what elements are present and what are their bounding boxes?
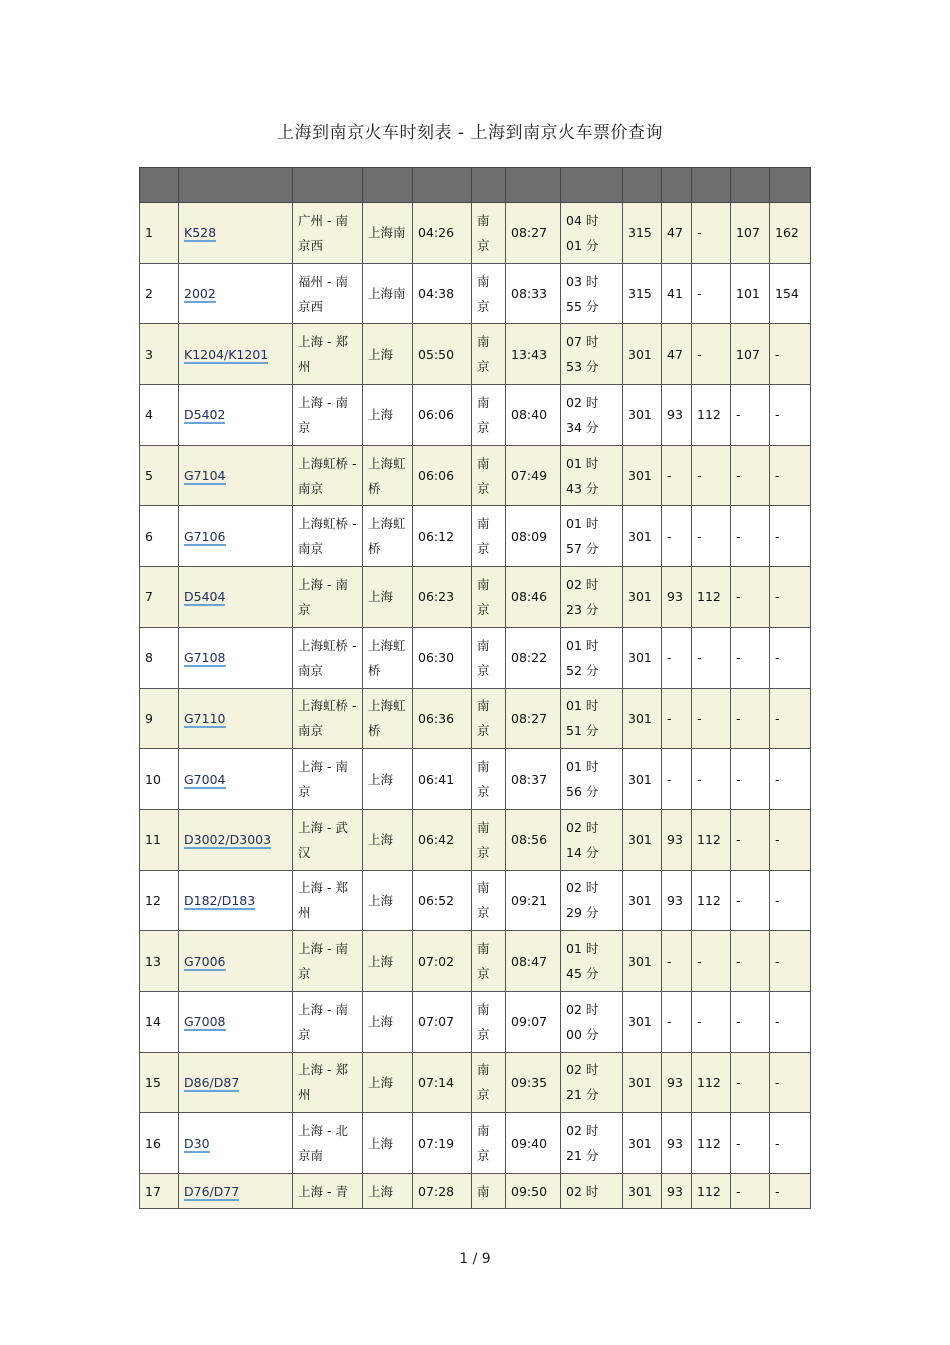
route: 上海 - 南京 [293, 385, 363, 446]
price-2: - [662, 931, 692, 992]
table-row [140, 445, 811, 506]
route: 上海 - 南京 [293, 931, 363, 992]
column-header [623, 168, 662, 203]
departure-time: 06:52 [413, 870, 472, 931]
departure-time: 06:42 [413, 809, 472, 870]
price-2: 41 [662, 263, 692, 324]
boarding-station: 上海 [363, 1113, 413, 1174]
arrival-time: 08:37 [506, 749, 561, 810]
price-5: - [770, 749, 811, 810]
boarding-station: 上海 [363, 931, 413, 992]
duration: 01 时 52 分 [561, 627, 623, 688]
price-4: - [731, 870, 770, 931]
price-4: - [731, 1113, 770, 1174]
price-4: - [731, 688, 770, 749]
arrival-station: 南京 [472, 931, 506, 992]
route: 上海 - 郑州 [293, 324, 363, 385]
row-number: 5 [140, 445, 179, 506]
row-number: 7 [140, 567, 179, 628]
price-4: - [731, 931, 770, 992]
route: 上海 - 南京 [293, 749, 363, 810]
train-code-link [179, 324, 293, 385]
column-header [179, 168, 293, 203]
boarding-station: 上海虹桥 [363, 445, 413, 506]
table-row [140, 506, 811, 567]
price-4: - [731, 1052, 770, 1113]
price-5: 154 [770, 263, 811, 324]
price-3: - [692, 991, 731, 1052]
price-3: 112 [692, 1113, 731, 1174]
arrival-station: 南京 [472, 627, 506, 688]
price-4: - [731, 385, 770, 446]
price-1: 301 [623, 627, 662, 688]
price-5: - [770, 870, 811, 931]
column-header [506, 168, 561, 203]
duration: 02 时 29 分 [561, 870, 623, 931]
table-body [140, 203, 811, 1209]
arrival-station: 南京 [472, 385, 506, 446]
train-code-link [179, 567, 293, 628]
price-4: - [731, 627, 770, 688]
price-3: - [692, 688, 731, 749]
row-number: 17 [140, 1174, 179, 1209]
duration: 01 时 43 分 [561, 445, 623, 506]
row-number: 6 [140, 506, 179, 567]
train-code-link [179, 1052, 293, 1113]
arrival-station: 南京 [472, 1113, 506, 1174]
column-header [692, 168, 731, 203]
row-number: 1 [140, 203, 179, 264]
arrival-time: 08:47 [506, 931, 561, 992]
price-1: 301 [623, 809, 662, 870]
price-3: - [692, 203, 731, 264]
column-header [293, 168, 363, 203]
table-row [140, 688, 811, 749]
column-header [662, 168, 692, 203]
price-2: 93 [662, 809, 692, 870]
arrival-time: 07:49 [506, 445, 561, 506]
arrival-time: 09:35 [506, 1052, 561, 1113]
train-code-link [179, 1174, 293, 1209]
table-row [140, 203, 811, 264]
row-number: 12 [140, 870, 179, 931]
price-2: - [662, 749, 692, 810]
boarding-station: 上海 [363, 809, 413, 870]
arrival-station: 南京 [472, 870, 506, 931]
price-1: 315 [623, 263, 662, 324]
price-5: - [770, 627, 811, 688]
price-4: - [731, 991, 770, 1052]
train-code-link [179, 931, 293, 992]
route: 上海虹桥 - 南京 [293, 688, 363, 749]
price-3: 112 [692, 809, 731, 870]
route: 上海虹桥 - 南京 [293, 506, 363, 567]
arrival-time: 08:22 [506, 627, 561, 688]
price-4: - [731, 809, 770, 870]
price-3: - [692, 749, 731, 810]
price-1: 301 [623, 385, 662, 446]
price-3: 112 [692, 1174, 731, 1209]
arrival-time: 08:40 [506, 385, 561, 446]
train-code-link[interactable]: G7006 [184, 953, 226, 969]
route: 广州 - 南京西 [293, 203, 363, 264]
table-row [140, 324, 811, 385]
price-2: 93 [662, 1174, 692, 1209]
row-number: 2 [140, 263, 179, 324]
route: 上海虹桥 - 南京 [293, 627, 363, 688]
table-header-row [140, 168, 811, 203]
price-2: 47 [662, 203, 692, 264]
column-header [770, 168, 811, 203]
row-number: 15 [140, 1052, 179, 1113]
departure-time: 05:50 [413, 324, 472, 385]
boarding-station: 上海 [363, 991, 413, 1052]
price-5: - [770, 1052, 811, 1113]
price-3: - [692, 263, 731, 324]
price-5: - [770, 324, 811, 385]
departure-time: 06:06 [413, 445, 472, 506]
train-code-link[interactable]: K528 [184, 225, 217, 241]
route: 上海 - 南京 [293, 567, 363, 628]
arrival-time: 08:46 [506, 567, 561, 628]
train-code-link[interactable]: G7004 [184, 771, 226, 787]
table-row [140, 567, 811, 628]
arrival-station: 南京 [472, 263, 506, 324]
route: 上海虹桥 - 南京 [293, 445, 363, 506]
column-header [413, 168, 472, 203]
arrival-time: 13:43 [506, 324, 561, 385]
price-3: 112 [692, 567, 731, 628]
price-4: 107 [731, 203, 770, 264]
price-2: 93 [662, 870, 692, 931]
table-row [140, 931, 811, 992]
route: 上海 - 郑州 [293, 1052, 363, 1113]
departure-time: 07:19 [413, 1113, 472, 1174]
price-4: 101 [731, 263, 770, 324]
departure-time: 06:36 [413, 688, 472, 749]
column-header [363, 168, 413, 203]
price-3: 112 [692, 1052, 731, 1113]
table-row [140, 1174, 811, 1209]
price-1: 301 [623, 324, 662, 385]
train-code-link[interactable]: K1204/K1201 [184, 346, 269, 362]
arrival-time: 09:40 [506, 1113, 561, 1174]
column-header [561, 168, 623, 203]
departure-time: 06:30 [413, 627, 472, 688]
row-number: 10 [140, 749, 179, 810]
price-2: - [662, 991, 692, 1052]
train-code-link[interactable]: D3002/D3003 [184, 832, 272, 848]
boarding-station: 上海南 [363, 263, 413, 324]
table-row [140, 385, 811, 446]
arrival-station: 南京 [472, 324, 506, 385]
duration: 02 时 00 分 [561, 991, 623, 1052]
price-1: 301 [623, 1174, 662, 1209]
price-4: - [731, 567, 770, 628]
price-1: 301 [623, 1052, 662, 1113]
arrival-station: 南 [472, 1174, 506, 1209]
train-code-link[interactable]: 2002 [184, 286, 216, 302]
boarding-station: 上海 [363, 324, 413, 385]
duration: 02 时 [561, 1174, 623, 1209]
row-number: 4 [140, 385, 179, 446]
train-code-link [179, 445, 293, 506]
price-1: 315 [623, 203, 662, 264]
duration: 01 时 45 分 [561, 931, 623, 992]
row-number: 3 [140, 324, 179, 385]
price-3: 112 [692, 385, 731, 446]
arrival-time: 09:50 [506, 1174, 561, 1209]
price-4: 107 [731, 324, 770, 385]
train-code-link[interactable]: G7106 [184, 528, 226, 544]
train-code-link[interactable]: D182/D183 [184, 892, 256, 908]
price-5: - [770, 991, 811, 1052]
row-number: 13 [140, 931, 179, 992]
price-4: - [731, 1174, 770, 1209]
train-code-link [179, 749, 293, 810]
train-code-link [179, 1113, 293, 1174]
table-row [140, 627, 811, 688]
row-number: 8 [140, 627, 179, 688]
price-5: - [770, 1174, 811, 1209]
arrival-station: 南京 [472, 749, 506, 810]
arrival-time: 08:27 [506, 688, 561, 749]
route: 福州 - 南京西 [293, 263, 363, 324]
route: 上海 - 郑州 [293, 870, 363, 931]
column-header [731, 168, 770, 203]
price-4: - [731, 506, 770, 567]
boarding-station: 上海 [363, 385, 413, 446]
column-header [472, 168, 506, 203]
train-code-link [179, 203, 293, 264]
departure-time: 06:06 [413, 385, 472, 446]
duration: 02 时 21 分 [561, 1113, 623, 1174]
price-3: - [692, 445, 731, 506]
price-1: 301 [623, 688, 662, 749]
price-4: - [731, 445, 770, 506]
departure-time: 07:14 [413, 1052, 472, 1113]
arrival-time: 09:07 [506, 991, 561, 1052]
arrival-time: 08:09 [506, 506, 561, 567]
train-code-link[interactable]: D86/D87 [184, 1074, 240, 1090]
price-2: 93 [662, 1052, 692, 1113]
price-2: 47 [662, 324, 692, 385]
boarding-station: 上海南 [363, 203, 413, 264]
boarding-station: 上海 [363, 1052, 413, 1113]
price-5: 162 [770, 203, 811, 264]
price-2: - [662, 688, 692, 749]
boarding-station: 上海虹桥 [363, 506, 413, 567]
price-2: 93 [662, 385, 692, 446]
arrival-time: 08:33 [506, 263, 561, 324]
train-code-link [179, 870, 293, 931]
train-code-link[interactable]: D76/D77 [184, 1183, 240, 1199]
row-number: 16 [140, 1113, 179, 1174]
price-5: - [770, 567, 811, 628]
arrival-station: 南京 [472, 445, 506, 506]
boarding-station: 上海 [363, 567, 413, 628]
departure-time: 06:23 [413, 567, 472, 628]
table-row [140, 749, 811, 810]
table-row [140, 870, 811, 931]
arrival-station: 南京 [472, 688, 506, 749]
price-2: - [662, 445, 692, 506]
train-code-link [179, 263, 293, 324]
duration: 02 时 23 分 [561, 567, 623, 628]
price-5: - [770, 809, 811, 870]
duration: 02 时 21 分 [561, 1052, 623, 1113]
route: 上海 - 青 [293, 1174, 363, 1209]
table-row [140, 263, 811, 324]
departure-time: 07:02 [413, 931, 472, 992]
price-5: - [770, 506, 811, 567]
table-row [140, 991, 811, 1052]
boarding-station: 上海 [363, 870, 413, 931]
route: 上海 - 北京南 [293, 1113, 363, 1174]
price-1: 301 [623, 567, 662, 628]
departure-time: 06:41 [413, 749, 472, 810]
duration: 01 时 57 分 [561, 506, 623, 567]
price-1: 301 [623, 991, 662, 1052]
price-1: 301 [623, 1113, 662, 1174]
price-5: - [770, 688, 811, 749]
boarding-station: 上海 [363, 749, 413, 810]
price-4: - [731, 749, 770, 810]
train-code-link[interactable]: D5402 [184, 407, 226, 423]
arrival-station: 南京 [472, 506, 506, 567]
arrival-time: 08:27 [506, 203, 561, 264]
boarding-station: 上海 [363, 1174, 413, 1209]
train-code-link[interactable]: D5404 [184, 589, 226, 605]
train-code-link [179, 809, 293, 870]
price-1: 301 [623, 749, 662, 810]
price-3: 112 [692, 870, 731, 931]
price-5: - [770, 1113, 811, 1174]
arrival-time: 08:56 [506, 809, 561, 870]
price-3: - [692, 627, 731, 688]
arrival-station: 南京 [472, 567, 506, 628]
row-number: 14 [140, 991, 179, 1052]
column-header [140, 168, 179, 203]
train-code-link [179, 688, 293, 749]
arrival-station: 南京 [472, 809, 506, 870]
duration: 04 时 01 分 [561, 203, 623, 264]
boarding-station: 上海虹桥 [363, 688, 413, 749]
duration: 02 时 34 分 [561, 385, 623, 446]
train-code-link [179, 506, 293, 567]
departure-time: 04:26 [413, 203, 472, 264]
document-title: 上海到南京火车时刻表 - 上海到南京火车票价查询 [277, 123, 663, 143]
train-code-link[interactable]: G7008 [184, 1014, 226, 1030]
table-row [140, 1052, 811, 1113]
arrival-time: 09:21 [506, 870, 561, 931]
duration: 03 时 55 分 [561, 263, 623, 324]
arrival-station: 南京 [472, 203, 506, 264]
price-2: - [662, 627, 692, 688]
price-1: 301 [623, 870, 662, 931]
price-3: - [692, 931, 731, 992]
train-code-link[interactable]: D30 [184, 1135, 210, 1151]
price-1: 301 [623, 506, 662, 567]
departure-time: 07:07 [413, 991, 472, 1052]
train-code-link [179, 627, 293, 688]
departure-time: 07:28 [413, 1174, 472, 1209]
train-code-link[interactable]: G7108 [184, 650, 226, 666]
departure-time: 06:12 [413, 506, 472, 567]
price-5: - [770, 445, 811, 506]
price-2: - [662, 506, 692, 567]
row-number: 11 [140, 809, 179, 870]
duration: 02 时 14 分 [561, 809, 623, 870]
train-code-link [179, 991, 293, 1052]
price-1: 301 [623, 445, 662, 506]
boarding-station: 上海虹桥 [363, 627, 413, 688]
price-5: - [770, 385, 811, 446]
train-code-link[interactable]: G7110 [184, 710, 226, 726]
table-row [140, 1113, 811, 1174]
row-number: 9 [140, 688, 179, 749]
departure-time: 04:38 [413, 263, 472, 324]
price-3: - [692, 506, 731, 567]
price-2: 93 [662, 567, 692, 628]
table-row [140, 809, 811, 870]
price-1: 301 [623, 931, 662, 992]
arrival-station: 南京 [472, 1052, 506, 1113]
duration: 07 时 53 分 [561, 324, 623, 385]
train-timetable [139, 167, 811, 1209]
train-code-link [179, 385, 293, 446]
duration: 01 时 51 分 [561, 688, 623, 749]
page-number: 1 / 9 [459, 1251, 491, 1267]
price-3: - [692, 324, 731, 385]
price-2: 93 [662, 1113, 692, 1174]
price-5: - [770, 931, 811, 992]
train-code-link[interactable]: G7104 [184, 468, 226, 484]
arrival-station: 南京 [472, 991, 506, 1052]
duration: 01 时 56 分 [561, 749, 623, 810]
route: 上海 - 南京 [293, 991, 363, 1052]
route: 上海 - 武汉 [293, 809, 363, 870]
